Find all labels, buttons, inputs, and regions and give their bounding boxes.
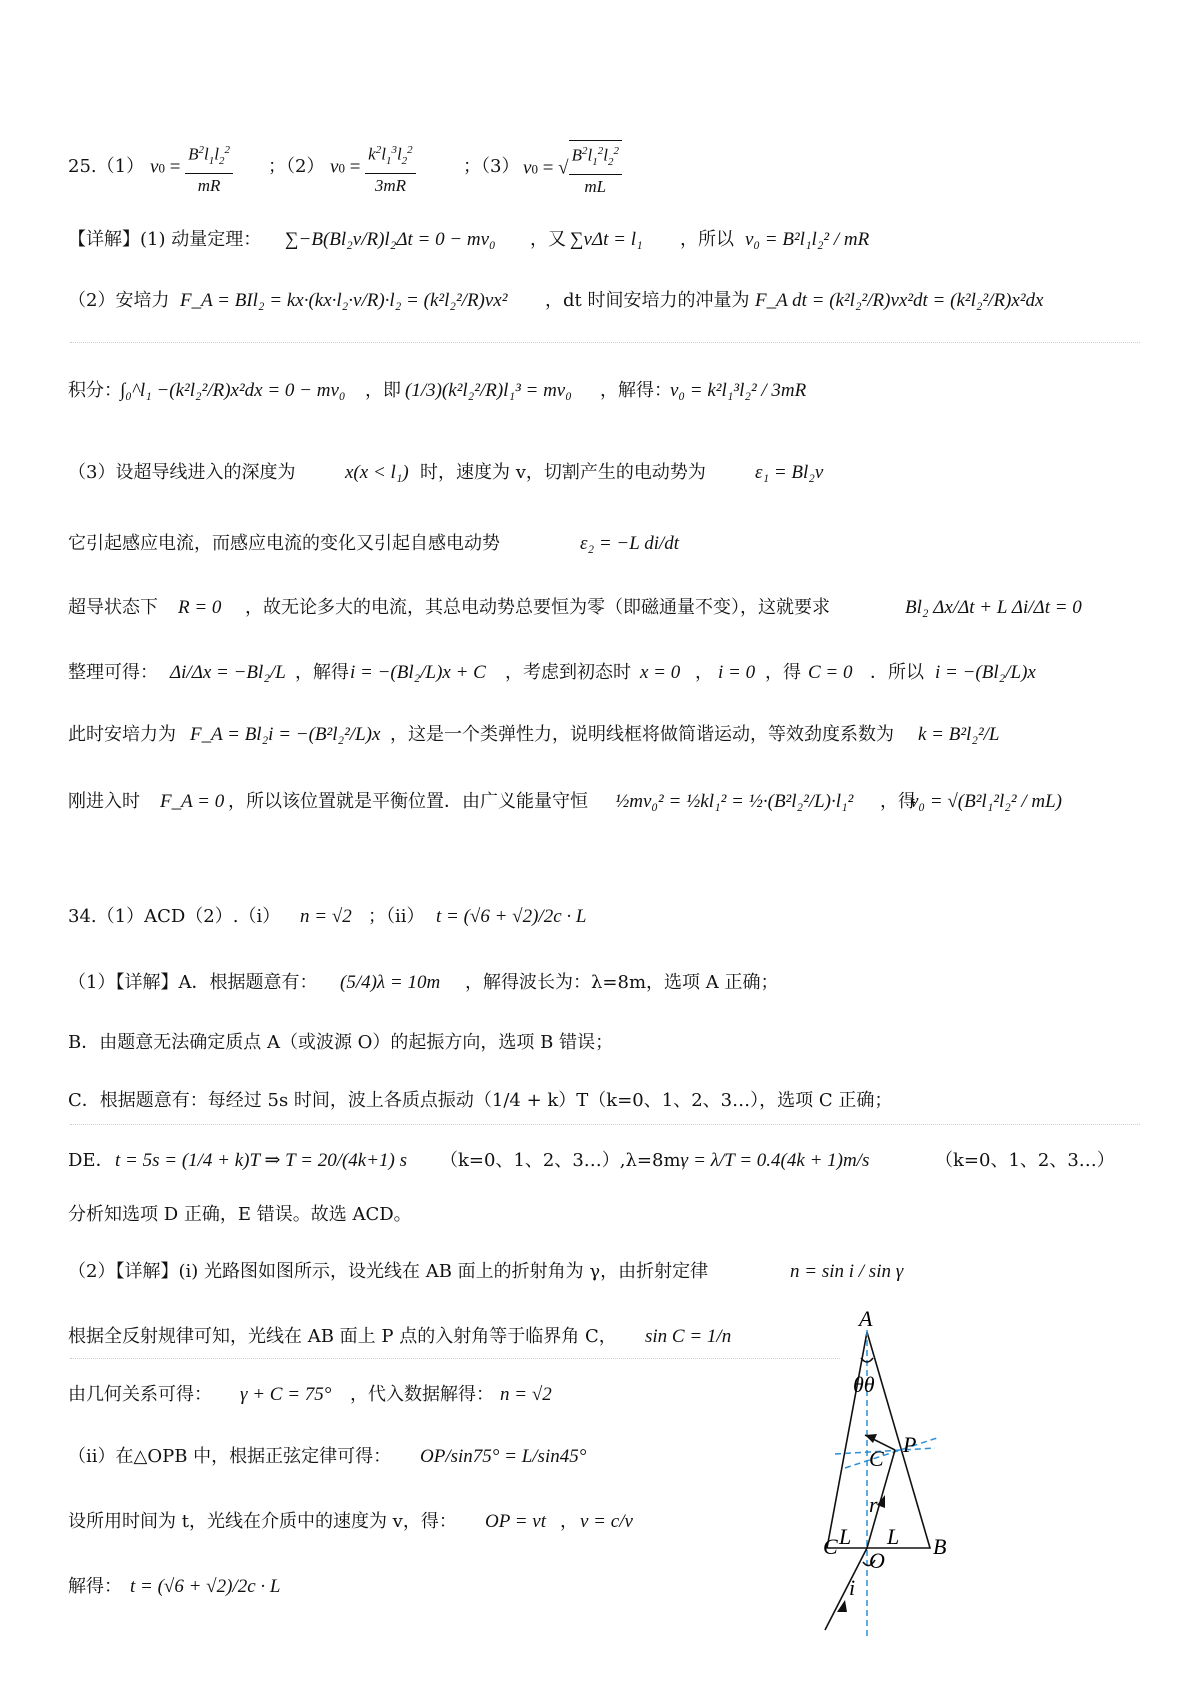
q34-detail-3 [0,1078,1200,1138]
q34-detail-8-text: 由几何关系可得： [68,1384,212,1405]
q25-sep-3: ；（3） [463,156,520,177]
q25-detail-8-mid: ，这是一个类弹性力，说明线框将做简谐运动，等效劲度系数为 [390,724,894,745]
q25-header: 25.（1） [68,156,145,177]
q25-detail-7-mid2: ，考虑到初态时 [505,662,631,683]
q34-detail-3-text: C．根据题意有：每经过 5s 时间，波上各质点振动（1/4 + k）T（k=0、1、2、3…），选项 C 正确； [68,1090,893,1111]
label-a: A [859,1306,873,1331]
q25-answer-2: v0 = $\frac{k^2l_1^3l_2^2}{3mR}$ [330,140,416,196]
q34-detail-8-eq: γ + C = 75° [240,1384,332,1405]
q25-detail-7-eq: Δi/Δx = −Bl₂/L [170,662,286,683]
q25-answer-line [0,140,1200,200]
q34-sep: ；（ii） [368,906,425,927]
q34-detail-4-head: DE． [68,1150,114,1171]
q25-detail-9-mid2: ，得 [880,791,916,812]
q25-answer-3: v0 = √ $\frac{B^2l_1^2l_2^2}{mL}$ [523,140,622,197]
q25-detail-3-eq2: (1/3)(k²l₂²/R)l₁³ = mv₀ [405,380,572,401]
prism-light-path-figure [825,1300,1035,1670]
q25-detail-9-mid: ，所以该位置就是平衡位置．由广义能量守恒 [228,791,588,812]
q25-detail-8 [0,710,1200,770]
q34-detail-7-eq: sin C = 1/n [645,1326,732,1347]
q25-detail-1-eq2: ∑vΔt = l₁ [570,229,643,250]
dotted-divider-2 [70,1124,1140,1125]
q34-detail-4-eq2: v = λ/T = 0.4(4k + 1)m/s [680,1150,870,1171]
q34-detail-4-eq: t = 5s = (1/4 + k)T ⇒ T = 20/(4k+1) s [115,1150,408,1171]
q25-detail-7-eq5: C = 0 [808,662,853,683]
dotted-divider-3 [70,1358,840,1359]
label-c: C [823,1534,838,1559]
q25-detail-1-label: 【详解】(1) 动量定理： [68,229,262,250]
q25-detail-4-eq2: ε₁ = Bl₂v [755,462,824,483]
q34-detail-1-eq: (5/4)λ = 10m [340,972,441,993]
q25-detail-1-eq3: v₀ = B²l₁l₂² / mR [745,229,870,250]
dotted-divider [70,342,1140,343]
q34-detail-10-text: 设所用时间为 t，光线在介质中的速度为 v，得： [68,1511,457,1532]
q34-detail-11-text: 解得： [68,1576,122,1597]
label-c-angle: C [869,1446,884,1471]
q25-detail-7-comma: ， [695,662,713,683]
q34-detail-9-eq: OP/sin75° = L/sin45° [420,1446,587,1467]
q25-detail-5-label: 它引起感应电流，而感应电流的变化又引起自感电动势 [68,533,500,554]
q34-detail-1 [0,960,1200,1020]
q25-detail-3-eq3: v₀ = k²l₁³l₂² / 3mR [670,380,807,401]
q25-detail-4-label: （3）设超导线进入的深度为 [68,462,296,483]
q34-detail-5-text: 分析知选项 D 正确，E 错误。故选 ACD。 [68,1204,412,1225]
q25-detail-6-mid: ，故无论多大的电流，其总电动势总要恒为零（即磁通量不变），这就要求 [245,597,830,618]
q25-detail-9-eq2: ½mv₀² = ½kl₁² = ½·(B²l₂²/L)·l₁² [615,791,854,812]
q34-detail-9-text: （ii）在△OPB 中，根据正弦定律可得： [68,1446,392,1467]
q25-detail-1-eq: ∑−B(Bl₂v/R)l₂Δt = 0 − mv₀ [285,229,496,250]
q25-detail-9-eq3: v₀ = √(B²l₁²l₂² / mL) [910,791,1062,812]
q25-detail-3 [0,362,1200,422]
label-i: i [849,1575,856,1600]
q34-detail-7-text: 根据全反射规律可知，光线在 AB 面上 P 点的入射角等于临界角 C， [68,1326,617,1347]
q25-detail-6 [0,583,1200,643]
q34-detail-10-comma: ， [560,1511,578,1532]
normal-line-p [835,1448,935,1454]
label-p: P [903,1432,917,1457]
q34-detail-6-eq: n = sin i / sin γ [790,1261,904,1282]
label-o: O [869,1548,885,1573]
q25-detail-6-eq: R = 0 [178,597,222,618]
q25-detail-9 [0,775,1200,835]
q25-sep-2: ；（2） [268,156,325,177]
q34-detail-4 [0,1138,1200,1198]
q25-detail-9-eq: F_A = 0 [160,791,225,812]
q25-detail-8-eq: F_A = Bl₂i = −(B²l₂²/L)x [190,724,381,745]
q25-detail-3-label: 积分： [68,380,122,401]
q34-detail-10-eq2: v = c/v [580,1511,633,1532]
q34-detail-2 [0,1020,1200,1080]
q25-detail-4-mid: 时，速度为 v，切割产生的电动势为 [420,462,706,483]
q25-detail-8-label: 此时安培力为 [68,724,176,745]
q25-detail-3-eq: ∫₀^l₁ −(k²l₂²/R)x²dx = 0 − mv₀ [120,380,346,401]
q34-detail-10-eq: OP = vt [485,1511,547,1532]
q25-answer-1: v0 = $\frac{B^2l_1l_2^2}{mR}$ [150,140,233,196]
q25-detail-2-eq: F_A = BIl₂ = kx·(kx·l₂·v/R)·l₂ = (k²l₂²/R)vx² [180,290,508,311]
q25-detail-1 [0,213,1200,273]
q34-detail-8-mid: ，代入数据解得： [350,1384,494,1405]
q25-detail-1-mid2: ，所以 [680,229,734,250]
q25-detail-8-eq2: k = B²l₂²/L [918,724,1000,745]
q25-detail-7 [0,648,1200,708]
q25-detail-3-mid2: ，解得： [600,380,672,401]
q25-detail-3-mid: ，即 [365,380,401,401]
q25-detail-7-eq3: x = 0 [640,662,681,683]
q25-detail-7-eq4: i = 0 [718,662,756,683]
q34-detail-6 [0,1245,1200,1305]
label-theta: θθ [853,1372,875,1397]
q25-detail-6-label: 超导状态下 [68,597,158,618]
arrow-incident [837,1600,847,1612]
q25-detail-5-eq: ε₂ = −L di/dt [580,533,680,554]
q25-detail-5 [0,515,1200,575]
q25-detail-7-mid: ，解得 [295,662,349,683]
q25-detail-9-label: 刚进入时 [68,791,140,812]
q25-detail-2-eq2: F_A dt = (k²l₂²/R)vx²dt = (k²l₂²/R)x²dx [755,290,1044,311]
q34-answer-2: t = (√6 + √2)/2c · L [436,906,587,927]
q34-detail-1-text: （1）【详解】A．根据题意有： [68,972,318,993]
label-l-right: L [887,1524,900,1549]
q25-detail-2-label: （2）安培力 [68,290,170,311]
q25-detail-2-mid: ，dt 时间安培力的冲量为 [545,290,750,311]
q25-detail-7-eq6: i = −(Bl₂/L)x [935,662,1036,683]
q25-detail-4-eq: x(x < l₁) [345,462,409,483]
q34-detail-4-tail: （k=0、1、2、3…） [935,1150,1115,1171]
incident-ray [825,1548,867,1630]
q34-detail-8-eq2: n = √2 [500,1384,552,1405]
q25-detail-2 [0,276,1200,336]
q34-detail-4-mid: （k=0、1、2、3…）,λ=8m， [440,1150,699,1171]
q25-detail-6-eq2: Bl₂ Δx/Δt + L Δi/Δt = 0 [905,597,1082,618]
q34-detail-2-text: B．由题意无法确定质点 A（或波源 O）的起振方向，选项 B 错误； [68,1032,614,1053]
q25-detail-1-mid: ，又 [530,229,566,250]
q34-header: 34.（1）ACD（2）.（i） [68,906,281,927]
q25-detail-7-eq2: i = −(Bl₂/L)x + C [350,662,486,683]
q34-detail-6-text: （2）【详解】(i) 光路图如图所示，设光线在 AB 面上的折射角为 γ，由折射定律 [68,1261,709,1282]
q34-answer-1: n = √2 [300,906,352,927]
q34-detail-5 [0,1192,1200,1252]
label-r: r [869,1492,878,1517]
q34-detail-1-tail: ，解得波长为：λ=8m，选项 A 正确； [465,972,779,993]
q25-detail-7-label: 整理可得： [68,662,158,683]
q25-detail-4 [0,450,1200,510]
q34-answer-line [0,890,1200,950]
label-l-left: L [839,1524,852,1549]
q25-detail-7-mid4: ．所以 [870,662,924,683]
label-b: B [933,1534,947,1559]
q25-detail-7-mid3: ，得 [765,662,801,683]
q34-detail-11-eq: t = (√6 + √2)/2c · L [130,1576,281,1597]
